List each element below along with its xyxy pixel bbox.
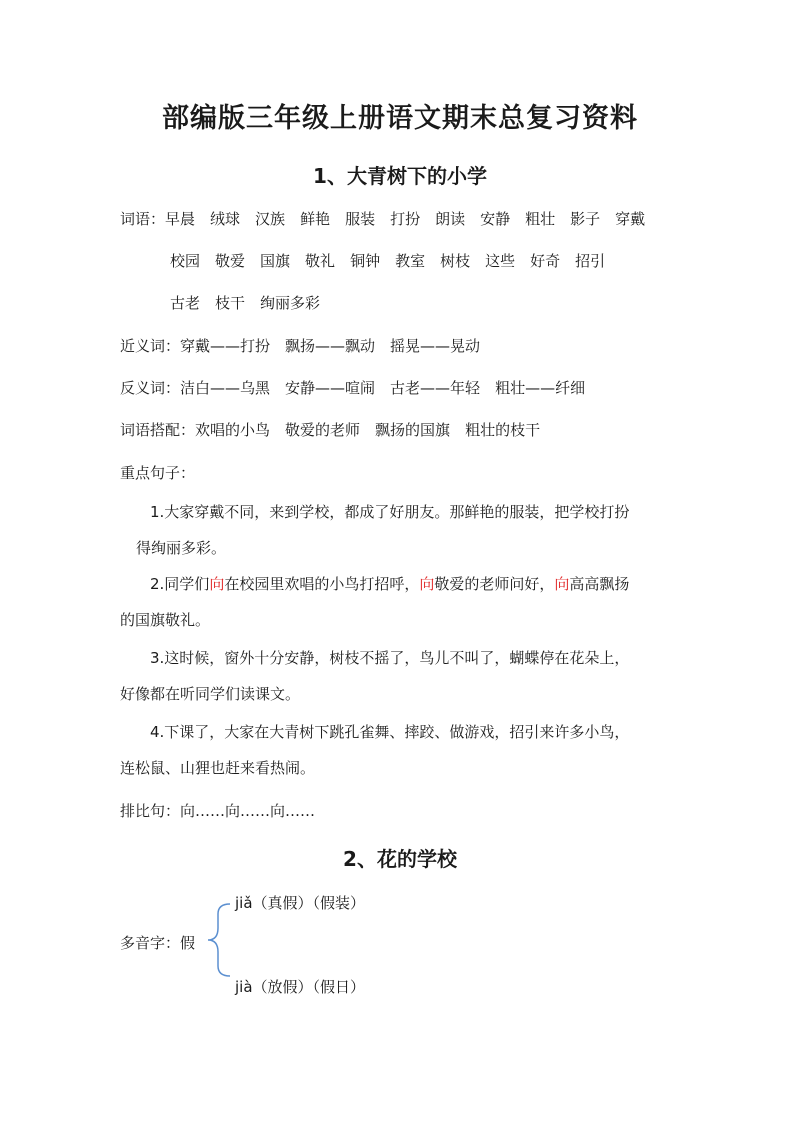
- collocation-item: 欢唱的小鸟: [195, 421, 271, 439]
- polyphone-reading-2: jià（放假）（假日）: [235, 978, 366, 996]
- sentence-2-part-b: 在校园里欢唱的小鸟打招呼，: [224, 575, 420, 593]
- lesson2-heading: 2、花的学校: [343, 847, 457, 871]
- sentence-3-line-2: 好像都在听同学们读课文。: [120, 685, 301, 703]
- vocab-word: 汉族: [255, 210, 286, 228]
- sentence-2-line-1: [120, 566, 680, 602]
- antonym-pair: 安静——喧闹: [285, 379, 376, 397]
- vocab-word: 服装: [345, 210, 376, 228]
- synonym-pair: 飘扬——飘动: [285, 337, 376, 355]
- sentence-4-line-2: 连松鼠、山狸也赶来看热闹。: [120, 759, 316, 777]
- key-sentence-1: [120, 494, 680, 566]
- sentence-3-line-1: 3.这时候，窗外十分安静，树枝不摇了，鸟儿不叫了，蝴蝶停在花朵上，: [150, 649, 630, 667]
- vocab-word: 教室: [395, 252, 426, 270]
- synonyms-line: [120, 335, 480, 356]
- polyphone-reading-1: jiǎ（真假）（假装）: [235, 894, 366, 912]
- vocab-word: 校园: [170, 252, 201, 270]
- key-sentence-3: [120, 640, 680, 712]
- vocab-word: 穿戴: [615, 210, 646, 228]
- collocation-item: 飘扬的国旗: [375, 421, 451, 439]
- synonym-pair: 摇晃——晃动: [390, 337, 481, 355]
- synonyms-label: 近义词：: [120, 337, 181, 355]
- collocation-item: 敬爱的老师: [285, 421, 361, 439]
- document-title: 部编版三年级上册语文期末总复习资料: [162, 103, 638, 134]
- vocab-word: 敬礼: [305, 252, 336, 270]
- vocab-word: 绚丽多彩: [260, 294, 321, 312]
- sentence-2-line-2: 的国旗敬礼。: [120, 611, 211, 629]
- vocab-row-2: [170, 250, 605, 271]
- highlight-word: 向: [554, 575, 570, 593]
- vocab-word: 国旗: [260, 252, 291, 270]
- parallel-sentence-line: [120, 800, 315, 821]
- collocations-line: [120, 419, 540, 440]
- antonyms-list: [180, 379, 585, 397]
- vocab-word: 敬爱: [215, 252, 246, 270]
- vocab-word: 朗读: [435, 210, 466, 228]
- highlight-word: 向: [209, 575, 225, 593]
- vocab-word: 安静: [480, 210, 511, 228]
- key-sentence-2: [120, 566, 680, 638]
- vocab-word: 好奇: [530, 252, 561, 270]
- vocab-word: 绒球: [210, 210, 241, 228]
- antonyms-label: 反义词：: [120, 379, 181, 397]
- vocab-word: 这些: [485, 252, 516, 270]
- antonyms-line: [120, 377, 585, 398]
- highlight-word: 向: [419, 575, 435, 593]
- sentence-2-part-c: 敬爱的老师问好，: [434, 575, 555, 593]
- vocab-word: 铜钟: [350, 252, 381, 270]
- antonym-pair: 粗壮——纤细: [495, 379, 586, 397]
- vocab-row-3: [170, 292, 320, 313]
- antonym-pair: 古老——年轻: [390, 379, 481, 397]
- vocab-label: 词语：: [120, 210, 166, 228]
- vocab-word: 古老: [170, 294, 201, 312]
- parallel-text: 向……向……向……: [180, 802, 316, 820]
- synonyms-list: [180, 337, 480, 355]
- vocab-word: 粗壮: [525, 210, 556, 228]
- collocations-label: 词语搭配：: [120, 421, 196, 439]
- sentence-1-line-2: 得绚丽多彩。: [136, 539, 227, 557]
- parallel-label: 排比句：: [120, 802, 181, 820]
- sentence-2-part-d: 高高飘扬: [569, 575, 630, 593]
- vocab-word: 树枝: [440, 252, 471, 270]
- vocab-word: 影子: [570, 210, 601, 228]
- sentence-1-line-1: 1.大家穿戴不同，来到学校，都成了好朋友。那鲜艳的服装，把学校打扮: [150, 503, 630, 521]
- vocab-word: 打扮: [390, 210, 421, 228]
- antonym-pair: 洁白——乌黑: [180, 379, 271, 397]
- collocation-item: 粗壮的枝干: [465, 421, 541, 439]
- polyphone-label: 多音字：假: [120, 934, 196, 952]
- sentence-4-line-1: 4.下课了，大家在大青树下跳孔雀舞、摔跤、做游戏，招引来许多小鸟，: [150, 723, 630, 741]
- key-sentence-4: [120, 714, 680, 786]
- vocab-row-1: [120, 208, 645, 229]
- vocab-word: 早晨: [165, 210, 196, 228]
- synonym-pair: 穿戴——打扮: [180, 337, 271, 355]
- vocab-word: 枝干: [215, 294, 246, 312]
- vocab-words-1: [165, 210, 645, 228]
- collocations-list: [195, 421, 540, 439]
- vocab-word: 招引: [575, 252, 606, 270]
- key-sentences-label: 重点句子：: [120, 464, 196, 482]
- vocab-word: 鲜艳: [300, 210, 331, 228]
- lesson1-heading: 1、大青树下的小学: [313, 164, 487, 188]
- sentence-2-part-a: 2.同学们: [150, 575, 210, 593]
